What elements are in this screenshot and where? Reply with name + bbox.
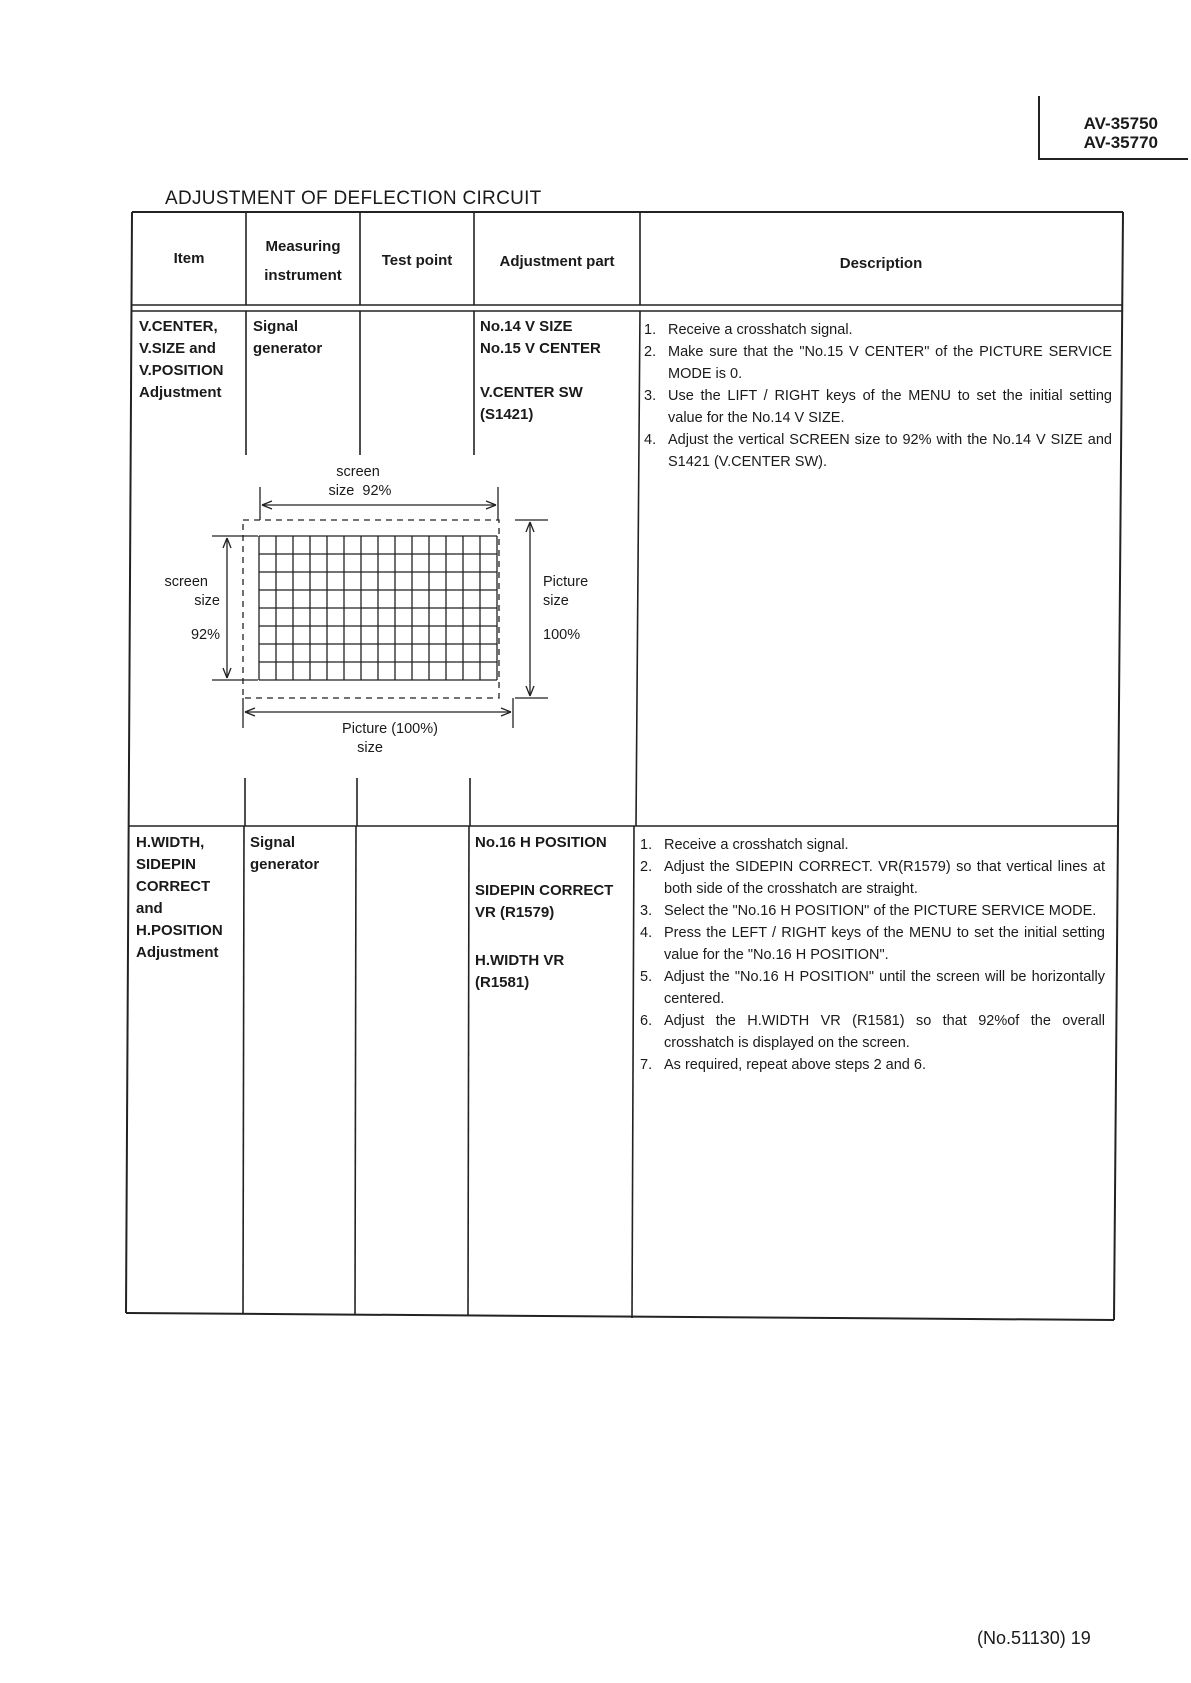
row1-part-3: V.CENTER SW — [480, 384, 583, 401]
header-instrument-line1: Measuring — [265, 238, 341, 255]
row2-step: 7. As required, repeat above steps 2 and 6. — [640, 1057, 926, 1073]
row2-instrument: Signal generator — [250, 834, 320, 873]
crosshatch-grid — [259, 536, 497, 680]
page-title: ADJUSTMENT OF DEFLECTION CIRCUIT — [165, 188, 542, 209]
row1-part-4: (S1421) — [480, 406, 534, 423]
model-number-1: AV-35750 — [1083, 114, 1158, 133]
row2-step: 3. Select the "No.16 H POSITION" of the PICTURE SERVICE MODE. — [640, 903, 1097, 919]
row2-part-5: (R1581) — [475, 974, 530, 991]
row2-part-4: H.WIDTH VR — [475, 952, 565, 969]
row2-part-1: No.16 H POSITION — [475, 834, 607, 851]
row1-instrument: Signal generator — [253, 318, 323, 357]
row1-part-2: No.15 V CENTER — [480, 340, 601, 357]
page-number: (No.51130) 19 — [977, 1628, 1091, 1648]
header-test-point: Test point — [381, 252, 453, 269]
row2-step: 5. Adjust the "No.16 H POSITION" until the screen will be horizontally centered. — [640, 969, 1105, 1007]
row1-step: 4. Adjust the vertical SCREEN size to 92% with the No.14 V SIZE and S1421 (V.CENTER SW). — [644, 432, 1112, 470]
left-dimension-label: screen size 92% — [164, 574, 220, 643]
row2-item: H.WIDTH, SIDEPIN CORRECT and H.POSITION Adjustment — [136, 834, 223, 961]
header-description: Description — [839, 255, 923, 272]
row2-step: 2. Adjust the SIDEPIN CORRECT. VR(R1579) so that vertical lines at both side of the crosshatch are straight. — [640, 859, 1105, 897]
row2-part-2: SIDEPIN CORRECT — [475, 882, 614, 899]
row2-step: 4. Press the LEFT / RIGHT keys of the MENU to set the initial setting value for the "No.16 H POSITION". — [640, 925, 1105, 963]
row1-step: 3. Use the LIFT / RIGHT keys of the MENU to set the initial setting value for the No.14 V SIZE. — [644, 388, 1112, 426]
row1-part-1: No.14 V SIZE — [480, 318, 573, 335]
model-number-2: AV-35770 — [1083, 133, 1158, 152]
row1-item: V.CENTER, V.SIZE and V.POSITION Adjustment — [139, 318, 224, 401]
row2-description — [640, 834, 1105, 1076]
row2-part-3: VR (R1579) — [475, 904, 555, 921]
right-dimension-label: Picture size 100% — [543, 574, 589, 643]
header-instrument-line2: instrument — [264, 267, 342, 284]
row2-adjustment-parts — [475, 832, 613, 994]
header-adjustment-part: Adjustment part — [499, 253, 615, 270]
header-item: Item — [173, 250, 205, 267]
bottom-dimension-label: Picture (100%) size — [342, 721, 438, 756]
top-dimension-label: screen size 92% — [328, 464, 392, 499]
row2-step: 1. Receive a crosshatch signal. — [640, 837, 849, 853]
row1-step: 2. Make sure that the "No.15 V CENTER" of the PICTURE SERVICE MODE is 0. — [644, 344, 1112, 382]
row1-step: 1. Receive a crosshatch signal. — [644, 322, 853, 338]
row2-step: 6. Adjust the H.WIDTH VR (R1581) so that 92%of the overall crosshatch is displayed on the screen. — [640, 1013, 1105, 1051]
